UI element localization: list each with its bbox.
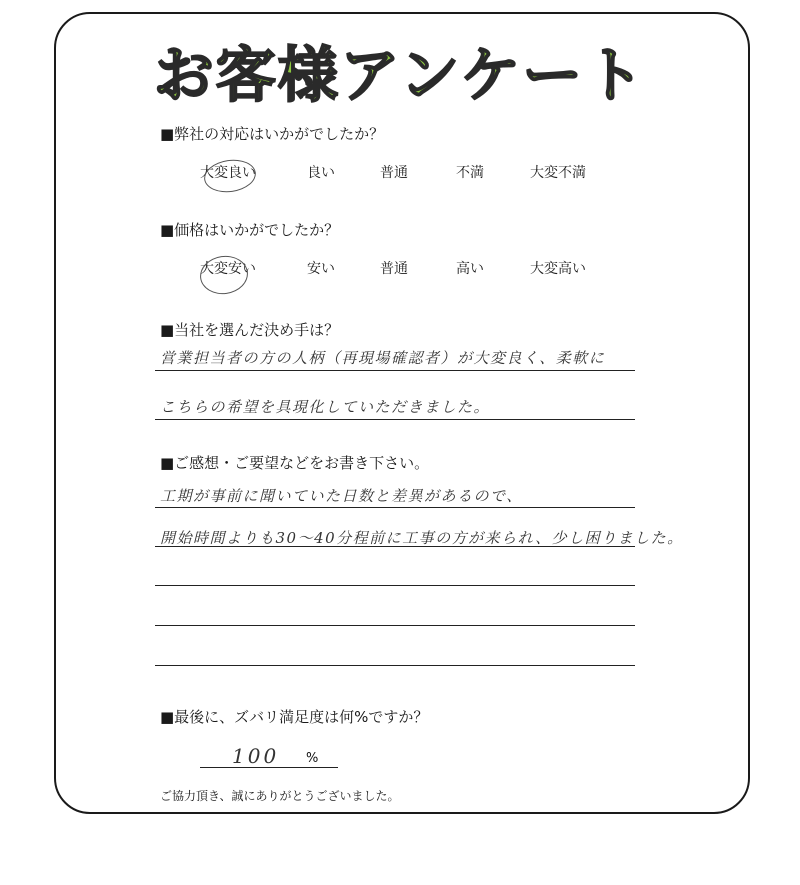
question-price: ■価格はいかがでしたか？ [160, 221, 340, 239]
page-title: お客様アンケート [153, 41, 647, 111]
answer-line [155, 625, 635, 626]
satisfaction-unit: % [306, 751, 319, 766]
option-service-5[interactable]: 大変不満 [530, 165, 586, 181]
thank-you-note: ご協力頂き、誠にありがとうございました。 [160, 789, 400, 803]
question-service: ■弊社の対応はいかがでしたか？ [160, 125, 385, 143]
satisfaction-value: 100 [232, 744, 280, 768]
answer-line [155, 585, 635, 586]
satisfaction-line [200, 767, 338, 768]
option-service-4[interactable]: 不満 [456, 165, 484, 181]
answer-comments-line-2: 開始時間よりも30〜40分程前に工事の方が来られ、少し困りました。 [160, 529, 684, 547]
option-service-1[interactable]: 大変良い [200, 165, 256, 181]
option-price-1[interactable]: 大変安い [200, 261, 256, 277]
option-service-2[interactable]: 良い [307, 165, 335, 181]
answer-line [155, 665, 635, 666]
option-price-3[interactable]: 普通 [380, 261, 408, 277]
option-service-3[interactable]: 普通 [380, 165, 408, 181]
answer-comments-line-1: 工期が事前に聞いていた日数と差異があるので、 [160, 487, 523, 505]
option-price-4[interactable]: 高い [456, 261, 484, 277]
option-price-5[interactable]: 大変高い [530, 261, 586, 277]
answer-deciding-factor-line-1: 営業担当者の方の人柄（再現場確認者）が大変良く、柔軟に [160, 349, 606, 367]
answer-line [155, 507, 635, 508]
answer-line [155, 370, 635, 371]
answer-deciding-factor-line-2: こちらの希望を具現化していただきました。 [160, 398, 491, 416]
question-deciding-factor: ■当社を選んだ決め手は？ [160, 321, 340, 339]
question-comments: ■ご感想・ご要望などをお書き下さい。 [160, 454, 430, 472]
option-price-2[interactable]: 安い [307, 261, 335, 277]
answer-line [155, 546, 635, 547]
question-satisfaction: ■最後に、ズバリ満足度は何%ですか？ [160, 708, 429, 726]
answer-line [155, 419, 635, 420]
